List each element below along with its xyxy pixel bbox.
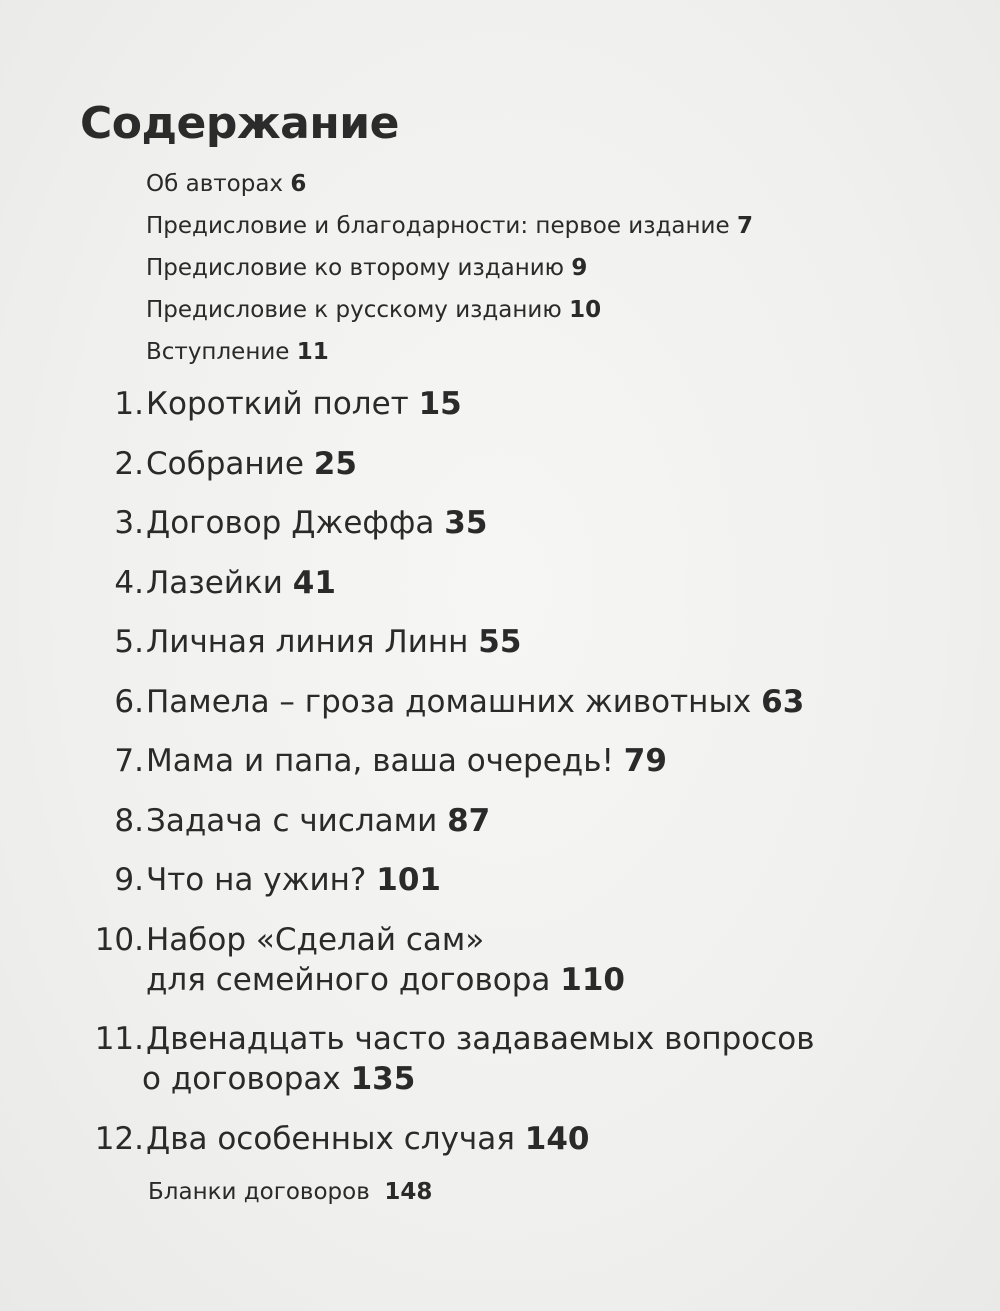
chapter-title: Собрание: [146, 445, 304, 482]
chapter-number: 1.: [114, 386, 144, 422]
chapter-entry-6: [100, 682, 815, 722]
toc-page-number: 9: [571, 255, 588, 281]
toc-entry-text: Предисловие и благодарности: первое издание: [146, 213, 730, 239]
chapter-title: Что на ужин?: [146, 862, 367, 898]
toc-page-number: 10: [569, 297, 602, 323]
chapter-page-number: 41: [292, 564, 336, 601]
toc-page-number: 6: [290, 171, 307, 197]
chapter-title: Личная линия Линн: [146, 624, 469, 660]
toc-entry-introduction: [146, 336, 753, 378]
chapter-page-number: 55: [478, 624, 522, 660]
chapter-entry-10: [94, 920, 815, 1000]
chapter-title-line-2: о договорах: [142, 1061, 341, 1097]
chapter-title: Два особенных случая: [146, 1120, 515, 1157]
chapter-number: 6.: [114, 683, 144, 720]
chapter-number: 2.: [114, 445, 144, 482]
chapter-title-line-1: Набор «Сделай сам»: [146, 921, 485, 958]
chapter-number: 5.: [114, 624, 144, 660]
front-matter-list: [146, 168, 753, 378]
toc-entry-text: Бланки договоров: [148, 1179, 370, 1205]
chapter-title: Задача с числами: [146, 802, 438, 839]
toc-entry-preface-second: [146, 252, 753, 294]
toc-entry-contract-forms: [148, 1176, 432, 1208]
chapter-entry-9: [100, 860, 815, 900]
chapter-entry-11: [94, 1019, 815, 1099]
toc-entry-text: Предисловие к русскому изданию: [146, 297, 562, 323]
chapter-page-number: 101: [376, 862, 441, 898]
toc-page-number: 7: [736, 213, 753, 239]
toc-entry-text: Об авторах: [146, 171, 284, 197]
chapter-list: [94, 384, 815, 1178]
chapter-page-number: 35: [444, 505, 488, 541]
chapter-entry-5: [100, 622, 815, 662]
toc-entry-preface-russian: [146, 294, 753, 336]
chapter-entry-1: [100, 384, 815, 424]
chapter-entry-7: [100, 741, 815, 781]
chapter-page-number: 15: [418, 386, 462, 422]
chapter-page-number: 63: [761, 683, 805, 720]
chapter-page-number: 25: [313, 445, 357, 482]
chapter-number: 7.: [114, 743, 144, 779]
chapter-entry-4: [100, 563, 815, 603]
chapter-page-number: 87: [447, 802, 491, 839]
chapter-entry-2: [100, 444, 815, 484]
toc-entry-preface-first: [146, 210, 753, 252]
chapter-title: Договор Джеффа: [146, 505, 435, 541]
toc-page-number: 148: [384, 1179, 433, 1205]
chapter-title: Короткий полет: [146, 386, 409, 422]
chapter-number: 12.: [94, 1120, 144, 1157]
chapter-title: Лазейки: [146, 564, 283, 601]
chapter-page-number: 140: [524, 1120, 590, 1157]
chapter-page-number: 79: [623, 743, 667, 779]
chapter-title: Мама и папа, ваша очередь!: [146, 743, 614, 779]
chapter-page-number: 135: [350, 1061, 416, 1097]
page-title: Содержание: [80, 98, 399, 149]
chapter-number: 8.: [114, 802, 144, 839]
chapter-title-line-1: Двенадцать часто задаваемых вопросов: [146, 1021, 815, 1057]
chapter-title-line-2: для семейного договора: [146, 961, 551, 998]
chapter-entry-12: [94, 1119, 815, 1159]
chapter-number: 4.: [114, 564, 144, 601]
chapter-entry-3: [100, 503, 815, 543]
chapter-number: 10.: [94, 921, 144, 958]
chapter-number: 3.: [114, 505, 144, 541]
chapter-entry-8: [100, 801, 815, 841]
toc-page-number: 11: [296, 339, 329, 365]
toc-entry-authors: [146, 168, 753, 210]
toc-entry-text: Вступление: [146, 339, 290, 365]
toc-entry-text: Предисловие ко второму изданию: [146, 255, 565, 281]
chapter-number: 11.: [94, 1021, 144, 1057]
chapter-page-number: 110: [560, 961, 625, 998]
chapter-number: 9.: [114, 862, 144, 898]
chapter-title: Памела – гроза домашних животных: [146, 683, 752, 720]
